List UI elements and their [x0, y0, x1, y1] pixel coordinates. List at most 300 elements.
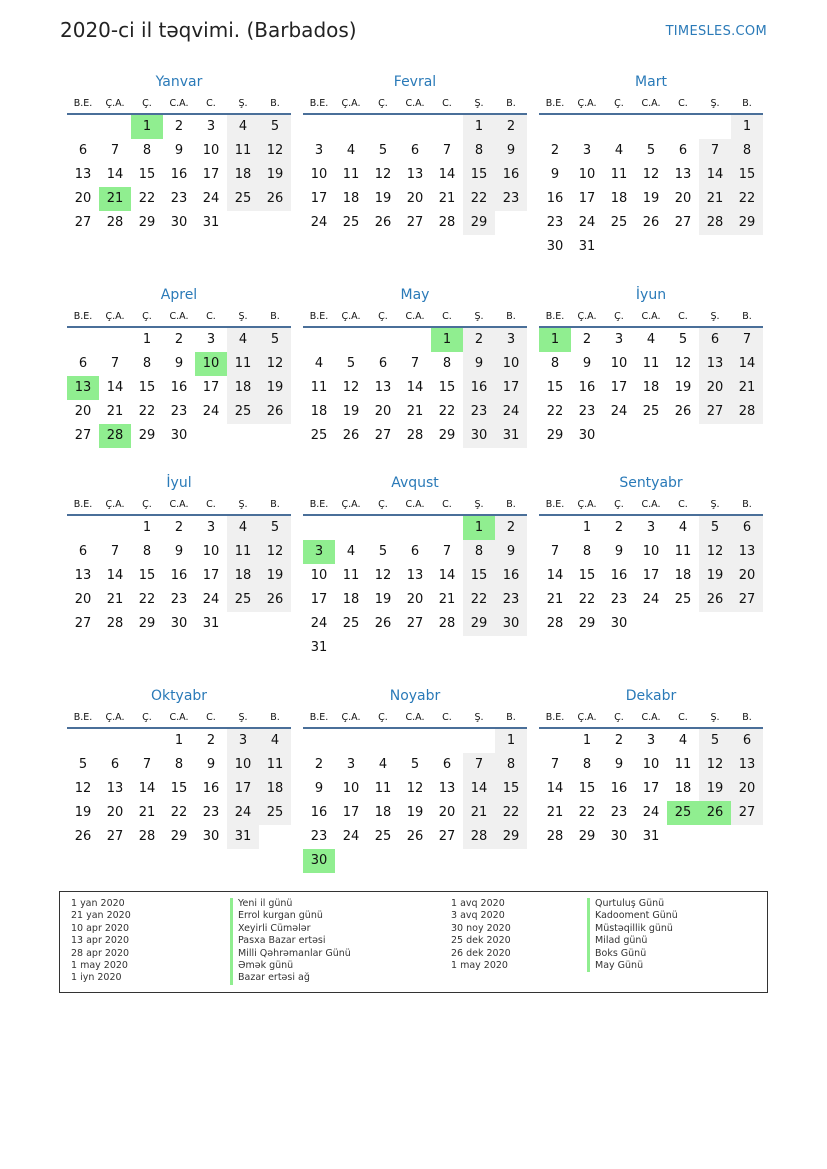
weekend-day: 19	[259, 564, 291, 588]
weekend-day: 11	[259, 753, 291, 777]
day: 10	[642, 757, 660, 772]
weekend-day: 9	[495, 540, 527, 564]
week-row	[539, 777, 763, 801]
legend-date: 26 dek 2020	[451, 947, 511, 959]
day: 10	[342, 781, 360, 796]
day: 7	[550, 757, 560, 772]
week-row	[303, 588, 527, 612]
day: 27	[74, 215, 92, 230]
day: 29	[138, 428, 156, 443]
day: 19	[374, 592, 392, 607]
day: 3	[614, 332, 624, 347]
month-block	[67, 286, 291, 448]
weekday-header: B.E.	[73, 97, 93, 109]
weekend-day: 30	[495, 612, 527, 636]
weekend-day: 12	[259, 540, 291, 564]
weekend-day: 24	[495, 400, 527, 424]
empty-day	[667, 825, 699, 849]
day: 9	[550, 167, 560, 182]
week-row	[303, 163, 527, 187]
weekday-header: Ş.	[474, 310, 484, 322]
day: 21	[546, 592, 564, 607]
weekend-day: 2	[495, 516, 527, 540]
month-name: Dekabr	[625, 688, 677, 704]
day: 2	[174, 332, 184, 347]
day: 25	[342, 616, 360, 631]
day: 24	[578, 215, 596, 230]
day: 23	[546, 215, 564, 230]
day: 21	[438, 191, 456, 206]
empty-day	[195, 424, 227, 448]
empty-day	[731, 424, 763, 448]
weekend-day: 10	[227, 753, 259, 777]
day: 16	[202, 781, 220, 796]
day: 12	[74, 781, 92, 796]
day: 25	[674, 592, 692, 607]
day: 19	[342, 404, 360, 419]
day: 11	[610, 167, 628, 182]
weekday-header: C.A.	[405, 498, 425, 510]
day: 23	[170, 592, 188, 607]
weekend-day: 20	[699, 376, 731, 400]
day: 29	[546, 428, 564, 443]
brand-link[interactable]: TIMESLES.COM	[665, 24, 767, 39]
month-block	[303, 73, 527, 235]
week-row	[303, 424, 527, 448]
day: 17	[610, 380, 628, 395]
empty-day	[431, 636, 463, 660]
weekend-day: 3	[227, 729, 259, 753]
weekend-day: 5	[259, 115, 291, 139]
weekend-day: 30	[463, 424, 495, 448]
weekend-day: 8	[463, 139, 495, 163]
weekday-header: C.A.	[405, 711, 425, 723]
weekday-header: B.	[270, 498, 280, 510]
day: 7	[442, 544, 452, 559]
weekend-day: 21	[699, 187, 731, 211]
month-block	[303, 286, 527, 448]
day: 3	[206, 332, 216, 347]
legend-holiday-name: Errol kurgan günü	[230, 910, 351, 922]
weekend-day: 14	[699, 163, 731, 187]
day: 23	[202, 805, 220, 820]
day: 10	[578, 167, 596, 182]
weekday-header: C.	[206, 97, 216, 109]
weekday-header: C.	[678, 310, 688, 322]
day: 17	[642, 568, 660, 583]
month-block	[539, 286, 763, 448]
holiday-day: 30	[303, 849, 335, 873]
week-row	[539, 352, 763, 376]
day: 20	[406, 592, 424, 607]
weekday-header: B.E.	[545, 498, 565, 510]
day: 9	[206, 757, 216, 772]
month-block	[539, 73, 763, 259]
weekday-header: Ç.	[378, 498, 388, 510]
weekend-day: 29	[731, 211, 763, 235]
legend-holiday-name: Kadooment Günü	[587, 910, 678, 922]
empty-day	[303, 328, 335, 352]
day: 31	[202, 616, 220, 631]
empty-day	[227, 424, 259, 448]
weekday-header: Ş.	[710, 310, 720, 322]
day: 6	[410, 143, 420, 158]
day: 22	[138, 404, 156, 419]
day: 4	[678, 520, 688, 535]
empty-day	[431, 729, 463, 753]
day: 11	[674, 757, 692, 772]
weekend-day: 25	[227, 400, 259, 424]
week-row	[67, 376, 291, 400]
day: 19	[74, 805, 92, 820]
day: 7	[142, 757, 152, 772]
day: 25	[610, 215, 628, 230]
weekend-day: 8	[495, 753, 527, 777]
week-row	[67, 516, 291, 540]
empty-day	[539, 516, 571, 540]
weekday-header: Ç.	[378, 97, 388, 109]
day: 24	[342, 829, 360, 844]
day: 20	[406, 191, 424, 206]
week-row	[539, 163, 763, 187]
week-row	[539, 424, 763, 448]
weekday-header: B.	[506, 498, 516, 510]
day: 26	[374, 616, 392, 631]
weekend-day: 25	[259, 801, 291, 825]
weekday-header: Ş.	[710, 711, 720, 723]
day: 10	[310, 167, 328, 182]
weekend-day: 14	[463, 777, 495, 801]
day: 13	[74, 568, 92, 583]
legend-date: 21 yan 2020	[71, 910, 131, 922]
day: 14	[106, 568, 124, 583]
weekday-header: C.A.	[405, 310, 425, 322]
empty-day	[495, 636, 527, 660]
empty-day	[99, 516, 131, 540]
weekday-header: C.	[442, 711, 452, 723]
weekday-header-row	[303, 707, 527, 729]
weekday-header: Ç.	[142, 97, 152, 109]
week-row	[67, 211, 291, 235]
weekday-header: Ş.	[238, 498, 248, 510]
day: 5	[410, 757, 420, 772]
empty-day	[335, 115, 367, 139]
day: 23	[610, 805, 628, 820]
weekend-day: 26	[259, 187, 291, 211]
day: 6	[78, 544, 88, 559]
day: 13	[106, 781, 124, 796]
day: 6	[78, 356, 88, 371]
day: 17	[202, 167, 220, 182]
empty-day	[399, 516, 431, 540]
week-row	[539, 564, 763, 588]
legend-holiday-name: Bazar ertəsi ağ	[230, 972, 351, 984]
weekend-day: 11	[227, 139, 259, 163]
day: 3	[646, 520, 656, 535]
weekend-day: 25	[227, 588, 259, 612]
day: 2	[614, 520, 624, 535]
empty-day	[699, 612, 731, 636]
month-name: May	[400, 287, 430, 303]
weekend-day: 12	[699, 753, 731, 777]
day: 24	[610, 404, 628, 419]
week-row	[539, 235, 763, 259]
day: 27	[438, 829, 456, 844]
day: 20	[674, 191, 692, 206]
day: 27	[106, 829, 124, 844]
legend-date: 25 dek 2020	[451, 935, 511, 947]
empty-day	[67, 729, 99, 753]
empty-day	[699, 424, 731, 448]
empty-day	[367, 849, 399, 873]
day: 17	[310, 592, 328, 607]
day: 20	[74, 404, 92, 419]
week-row	[303, 825, 527, 849]
weekday-header: B.E.	[309, 498, 329, 510]
weekday-header: C.	[678, 97, 688, 109]
empty-day	[259, 424, 291, 448]
weekday-header-row	[539, 494, 763, 516]
weekday-header: B.E.	[545, 711, 565, 723]
day: 20	[106, 805, 124, 820]
weekday-header: Ç.A.	[577, 97, 597, 109]
day: 11	[342, 167, 360, 182]
day: 2	[614, 733, 624, 748]
day: 14	[138, 781, 156, 796]
day: 13	[406, 568, 424, 583]
weekend-day: 13	[731, 753, 763, 777]
empty-day	[367, 115, 399, 139]
weekend-day: 11	[227, 352, 259, 376]
weekday-header: Ç.	[378, 711, 388, 723]
empty-day	[67, 516, 99, 540]
weekend-day: 18	[227, 376, 259, 400]
week-row	[67, 139, 291, 163]
week-row	[303, 612, 527, 636]
empty-day	[463, 849, 495, 873]
weekend-day: 19	[699, 564, 731, 588]
day: 19	[374, 191, 392, 206]
legend-date: 3 avq 2020	[451, 910, 505, 922]
day: 13	[438, 781, 456, 796]
weekday-header: Ş.	[474, 498, 484, 510]
day: 14	[406, 380, 424, 395]
day: 4	[614, 143, 624, 158]
day: 15	[138, 167, 156, 182]
day: 28	[438, 616, 456, 631]
day: 6	[410, 544, 420, 559]
weekend-day: 27	[731, 801, 763, 825]
week-row	[539, 825, 763, 849]
empty-day	[335, 516, 367, 540]
day: 3	[206, 520, 216, 535]
weekend-day: 22	[495, 801, 527, 825]
weekend-day: 5	[699, 516, 731, 540]
day: 24	[642, 805, 660, 820]
week-row	[303, 115, 527, 139]
day: 22	[170, 805, 188, 820]
month-block	[539, 474, 763, 636]
weekend-day: 31	[227, 825, 259, 849]
holiday-day: 26	[699, 801, 731, 825]
page-title: 2020-ci il təqvimi. (Barbados)	[60, 18, 357, 42]
legend-date: 10 apr 2020	[71, 922, 130, 934]
week-row	[67, 825, 291, 849]
weekday-header: Ş.	[238, 711, 248, 723]
empty-day	[335, 729, 367, 753]
weekday-header: B.E.	[309, 97, 329, 109]
month-block	[67, 474, 291, 636]
day: 5	[78, 757, 88, 772]
day: 5	[346, 356, 356, 371]
weekday-header: C.	[678, 711, 688, 723]
day: 6	[110, 757, 120, 772]
day: 9	[582, 356, 592, 371]
day: 24	[202, 404, 220, 419]
day: 13	[74, 167, 92, 182]
day: 8	[442, 356, 452, 371]
weekday-header: B.E.	[309, 310, 329, 322]
week-row	[539, 729, 763, 753]
weekend-day: 16	[495, 163, 527, 187]
day: 24	[642, 592, 660, 607]
week-row	[539, 753, 763, 777]
month-name: İyul	[166, 475, 192, 491]
day: 25	[310, 428, 328, 443]
day: 5	[378, 544, 388, 559]
day: 26	[642, 215, 660, 230]
week-row	[539, 211, 763, 235]
weekday-header: B.E.	[545, 310, 565, 322]
empty-day	[635, 115, 667, 139]
week-row	[67, 187, 291, 211]
day: 11	[374, 781, 392, 796]
day: 30	[610, 829, 628, 844]
weekend-day: 2	[495, 115, 527, 139]
legend-left-names	[230, 898, 351, 985]
day: 30	[546, 239, 564, 254]
week-row	[303, 328, 527, 352]
day: 26	[342, 428, 360, 443]
legend-holiday-name: Milad günü	[587, 935, 678, 947]
legend-date: 1 avq 2020	[451, 898, 505, 909]
month-name: Yanvar	[155, 74, 203, 90]
weekend-day: 6	[731, 729, 763, 753]
weekend-day: 11	[227, 540, 259, 564]
weekend-day: 8	[463, 540, 495, 564]
weekend-day: 24	[227, 801, 259, 825]
weekday-header-row	[67, 306, 291, 328]
day: 25	[374, 829, 392, 844]
weekend-day: 28	[731, 400, 763, 424]
day: 15	[138, 380, 156, 395]
legend-left-dates	[71, 898, 131, 985]
day: 26	[406, 829, 424, 844]
weekend-day: 16	[495, 564, 527, 588]
weekday-header: C.	[442, 97, 452, 109]
weekend-day: 14	[731, 352, 763, 376]
day: 13	[406, 167, 424, 182]
day: 17	[202, 380, 220, 395]
empty-day	[67, 328, 99, 352]
holiday-day: 10	[195, 352, 227, 376]
day: 20	[374, 404, 392, 419]
empty-day	[699, 115, 731, 139]
week-row	[539, 540, 763, 564]
legend-date: 13 apr 2020	[71, 935, 130, 947]
day: 27	[374, 428, 392, 443]
weekend-day: 15	[463, 564, 495, 588]
empty-day	[67, 115, 99, 139]
weekday-header: Ç.A.	[105, 711, 125, 723]
weekend-day: 31	[495, 424, 527, 448]
weekday-header: C.	[678, 498, 688, 510]
empty-day	[539, 115, 571, 139]
day: 19	[642, 191, 660, 206]
empty-day	[399, 849, 431, 873]
empty-day	[131, 729, 163, 753]
weekend-day: 12	[259, 352, 291, 376]
empty-day	[667, 612, 699, 636]
weekend-day: 4	[227, 328, 259, 352]
weekday-header: C.A.	[641, 711, 661, 723]
weekday-header: C.	[442, 310, 452, 322]
weekday-header: Ç.A.	[577, 310, 597, 322]
weekday-header: C.A.	[641, 97, 661, 109]
day: 30	[202, 829, 220, 844]
weekend-day: 13	[699, 352, 731, 376]
day: 22	[138, 592, 156, 607]
day: 30	[610, 616, 628, 631]
day: 21	[546, 805, 564, 820]
day: 20	[74, 191, 92, 206]
weekend-day: 26	[259, 400, 291, 424]
weekend-day: 22	[463, 588, 495, 612]
day: 13	[374, 380, 392, 395]
day: 9	[174, 544, 184, 559]
empty-day	[259, 211, 291, 235]
weekend-day: 4	[227, 115, 259, 139]
weekday-header-row	[303, 93, 527, 115]
day: 22	[578, 805, 596, 820]
month-name: Sentyabr	[619, 475, 683, 491]
day: 12	[406, 781, 424, 796]
day: 1	[142, 520, 152, 535]
legend-date: 28 apr 2020	[71, 947, 130, 959]
weekend-day: 9	[463, 352, 495, 376]
day: 7	[110, 356, 120, 371]
day: 22	[546, 404, 564, 419]
day: 2	[174, 520, 184, 535]
empty-day	[667, 235, 699, 259]
empty-day	[99, 115, 131, 139]
week-row	[539, 612, 763, 636]
weekend-day: 22	[463, 187, 495, 211]
week-row	[539, 139, 763, 163]
weekend-day: 21	[463, 801, 495, 825]
week-row	[67, 777, 291, 801]
week-row	[303, 540, 527, 564]
day: 11	[674, 544, 692, 559]
empty-day	[367, 636, 399, 660]
empty-day	[227, 211, 259, 235]
weekend-day: 1	[495, 729, 527, 753]
day: 12	[642, 167, 660, 182]
legend-holiday-name: Pasxa Bazar ertəsi	[230, 935, 351, 947]
day: 27	[674, 215, 692, 230]
empty-day	[463, 636, 495, 660]
day: 16	[310, 805, 328, 820]
